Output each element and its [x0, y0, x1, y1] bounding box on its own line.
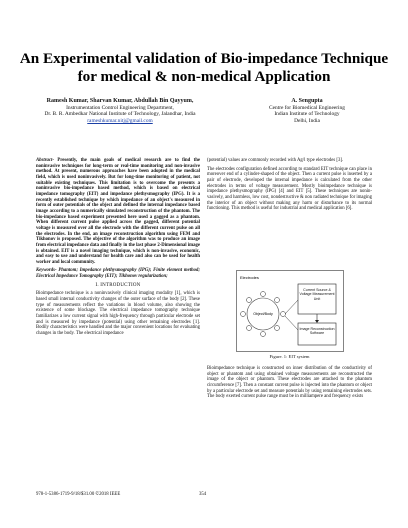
electrode	[275, 326, 280, 331]
electrode	[247, 298, 252, 303]
keywords	[36, 268, 200, 279]
author-institute: Dr. B. R. Ambedkar National Institute of Technology, Jalandhar, India	[44, 111, 196, 118]
electrode	[247, 326, 252, 331]
author-names: Ramesh Kumar, Sharvan Kumar, Abdullah Bin Qayyum,	[46, 98, 194, 104]
right-paragraph-1: The electrodes configuration defined according to standard EIT technique can place in moreover end of a cylinder-shaped of the object. Then a current pulse is inserted by a pair of electrode, developed the internal impedance is calculated from the other electrodes in terms of voltage measurement. Mostly bioimpedance technique is impedance plethysmography (IPG) [4] and EIT [5]. These techniques are nonin-vasively, and harmless, low cost, nondestructive & non radiated technique for imaging the interior of an object without making any harm or disturbance to its normal functioning. This method is useful for industrial and medical application [6].	[207, 166, 372, 212]
footer-isbn: 978-1-5386-1719-9/18/$31.00 ©2018 IEEE	[36, 492, 121, 497]
right-paragraph-2: Bioimpedance technique is constructed on inner distribution of the conductivity of object or phantom and using obtained voltage measurements are reconstructed the image of the object or phantom. These electrodes are attached to the phantom circumference [7]. Then a constant current pulse is injected into the phantom or object by a particular electrode set and measure potentials by using remaining electrodes sets. The body exerted current pulse range must be in milliampere and frequency exists	[207, 366, 373, 400]
figure-caption: Figure. 1: EIT system	[269, 354, 310, 359]
abstract	[36, 158, 200, 265]
keywords-label: Keywords-	[36, 268, 57, 274]
author-name: A. Sengupta	[291, 98, 323, 104]
figure-label-object: Object/Body	[253, 312, 273, 316]
electrode	[261, 292, 266, 297]
abstract-label: Abstract-	[36, 158, 54, 163]
author-institute: Indian Institute of Technology	[274, 111, 340, 118]
page-number: 354	[199, 492, 207, 497]
right-paragraph-0: (potential) values are commonly recorded with Ag/l type electrodes [3].	[207, 158, 344, 163]
paper-title: An Experimental validation of Bio-impedance Technique for medical & non-medical Application	[19, 50, 389, 85]
keywords-text: Phantom; Impedance plethysmography (IPG); Finite element method; Electrical Impedance Tomography (EIT); Tikhonov regularization;	[36, 268, 200, 280]
author-block-left	[30, 98, 210, 124]
electrode	[241, 312, 246, 317]
author-block-right	[232, 98, 382, 124]
abstract-text: Presently, the main goals of medical research are to find the noninvasive techniques for long-term or real-time monitoring and non-invasive method. At present, numerous approaches have been adopted in the medical field, which is used noninvasively. But for long-time monitoring of patient, not suitable existing techniques. This limitation is to overcome the presents a noninvasive bio-impedance based method, which is based on electrical impedance tomography (EIT) and impedance plethysmography (IPG). It is a recently established technique by which impedance of an object's measured in form of outer potentials of the object and defined the internal impedance based image according to a numerically simulated reconstruction of the phantom. The bio-impedance based experiment presented here used a gagged as a phantom. When different current pulse applied across the gagged, different potential voltage is measured over all the electrode with the different current pulse on all the electrodes. In the end, an image reconstruction algorithm using FEM and Tikhonov is proposed. The objective of the algorithm was to produce an image from electrical impedance data and finally in the last phase 2-Dimensional image is obtained. EIT is a novel imaging technique, which is non-invasive, economic, and easy to use and understand for health care and also can be used for health worker and local community.	[36, 158, 200, 265]
eit-system-figure	[236, 270, 344, 352]
figure-label-electrodes: Electrodes	[240, 275, 259, 280]
image-reconstruction-label-wrap	[299, 327, 335, 343]
author-department: Centre for Biomedical Engineering	[269, 104, 345, 111]
author-department: Instrumentation Control Engineering Department,	[66, 104, 174, 111]
right-column	[207, 158, 372, 215]
electrode	[275, 298, 280, 303]
current-source-label-wrap	[299, 288, 335, 312]
author-email-link[interactable]: rameshkumar.nitj@gmail.com	[87, 117, 153, 124]
electrode	[281, 312, 286, 317]
section-heading-introduction: I. INTRODUCTION	[95, 282, 141, 288]
left-column	[36, 158, 200, 340]
electrode	[261, 332, 266, 337]
intro-paragraph: Bioimpedance technique is a noninvasively clinical imaging modality [1], which is based small internal conductivity changes of the outer surface of the body [2]. These type of measurements reflect the variations in blood volume, also showing the existence of some blockage. The electrical impedance tomography technique familiarizes a low current signal with high-frequency through particular electrode set and is measured by impedance (potential) using other remaining electrodes [1]. Bodily characteristics were handled and the major convenient locations for evaluating changes in the body. The electrical impedance	[36, 291, 200, 337]
figure-label-current-source: Current Source & Voltage Measurement Unit	[299, 288, 335, 301]
figure-label-image-reconstruction: Image Reconstruction Software	[299, 327, 335, 336]
author-city: Delhi, India	[294, 117, 320, 124]
